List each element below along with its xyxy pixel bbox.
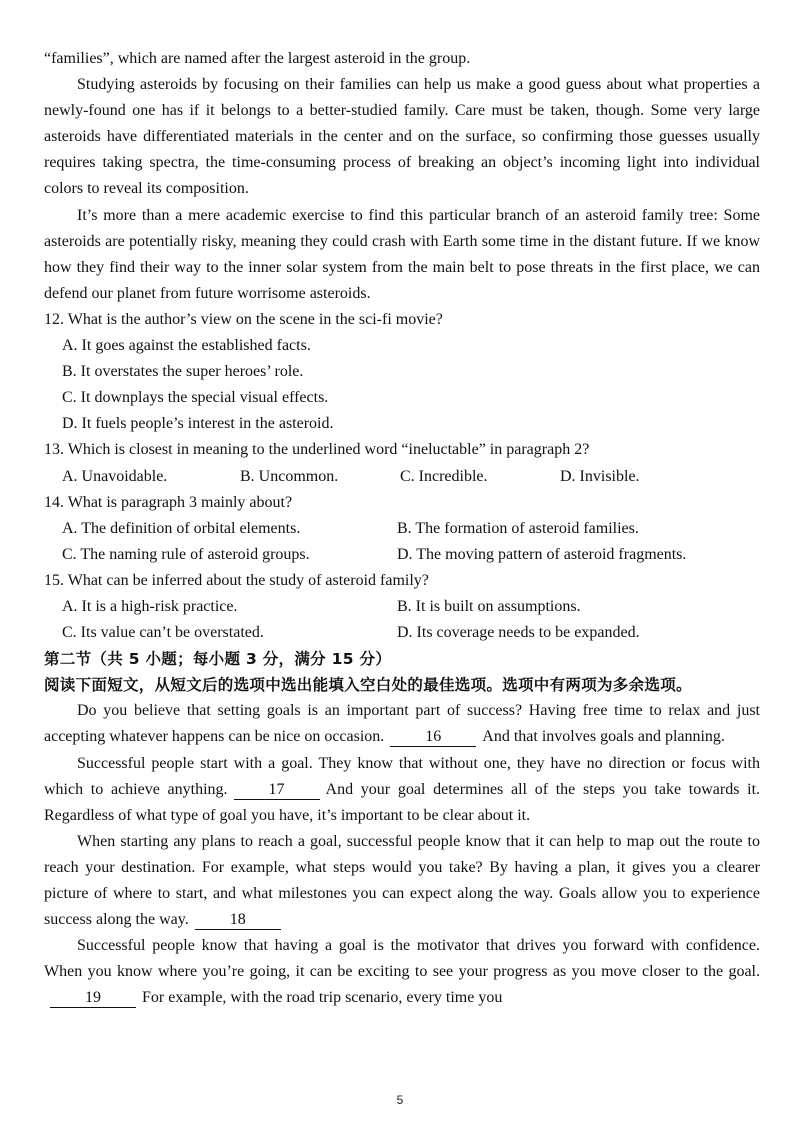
cloze-text: And that involves goals and planning. (482, 728, 725, 746)
blank-17[interactable]: 17 (234, 781, 320, 800)
passage-paragraph: It’s more than a mere academic exercise to find this particular branch of an asteroid family tree: Some asteroids are potentially risky, meaning they could crash with Earth some time in the distant future. If we know how they find their way to the inner solar system from the main belt to pose threats in the first place, we can defend our planet from future worrisome asteroids. (44, 206, 760, 302)
question-14-stem: 14. What is paragraph 3 mainly about? (44, 493, 293, 511)
question-13-options (44, 464, 760, 490)
question-15-option-a[interactable]: A. It is a high-risk practice. (62, 597, 238, 615)
cloze-paragraph-4 (44, 933, 760, 1011)
question-12-option-c[interactable]: C. It downplays the special visual effects. (62, 389, 329, 407)
question-12-option-d[interactable]: D. It fuels people’s interest in the asteroid. (62, 415, 334, 433)
question-15-option-d[interactable]: D. Its coverage needs to be expanded. (397, 624, 640, 642)
question-14-option-b[interactable]: B. The formation of asteroid families. (397, 519, 639, 537)
passage-paragraph: “families”, which are named after the largest asteroid in the group. (44, 50, 471, 67)
question-13-option-b[interactable]: B. Uncommon. (240, 467, 339, 485)
question-12-option-a[interactable]: A. It goes against the established facts. (62, 337, 311, 355)
cloze-text: Successful people start with a goal. They know that without one, they have no direction or focus with which to achieve anything. (44, 754, 760, 798)
page-number: 5 (396, 1093, 404, 1107)
question-14-option-c[interactable]: C. The naming rule of asteroid groups. (62, 545, 310, 563)
cloze-text: Successful people know that having a goal is the motivator that drives you forward with confidence. When you know where you’re going, it can be exciting to see your progress as you move closer to the goal. (44, 937, 760, 981)
section-heading: 第二节（共 5 小题；每小题 3 分，满分 15 分） (44, 650, 392, 669)
blank-19[interactable]: 19 (50, 989, 136, 1008)
cloze-text: For example, with the road trip scenario, every time you (142, 989, 503, 1007)
cloze-text: When starting any plans to reach a goal, successful people know that it can help to map out the route to reach your destination. For example, what steps would you take? By having a plan, it gives you a clearer picture of where to start, and what milestones you can expect along the way. Goals allow you to experience success along the way. (44, 832, 760, 929)
question-13-option-c[interactable]: C. Incredible. (400, 467, 488, 485)
question-13-option-d[interactable]: D. Invisible. (560, 467, 640, 485)
blank-16[interactable]: 16 (390, 728, 476, 747)
cloze-paragraph-3 (44, 829, 760, 933)
question-14-option-d[interactable]: D. The moving pattern of asteroid fragments. (397, 545, 687, 563)
question-15-option-c[interactable]: C. Its value can’t be overstated. (62, 624, 264, 642)
question-13-stem: 13. Which is closest in meaning to the underlined word “ineluctable” in paragraph 2? (44, 441, 590, 459)
question-14-options (44, 516, 760, 568)
cloze-text: And your goal determines all of the steps you take towards it. Regardless of what type of goal you have, it’s important to be clear about it. (44, 780, 761, 824)
cloze-paragraph-1 (44, 698, 760, 750)
question-14-option-a[interactable]: A. The definition of orbital elements. (62, 519, 301, 537)
question-15-options (44, 594, 760, 646)
question-15-option-b[interactable]: B. It is built on assumptions. (397, 597, 581, 615)
section-instruction: 阅读下面短文，从短文后的选项中选出能填入空白处的最佳选项。选项中有两项为多余选项。 (44, 676, 692, 695)
cloze-text: Do you believe that setting goals is an important part of success? Having free time to relax and just accepting whatever happens can be nice on occasion. (44, 702, 760, 746)
passage-paragraph: Studying asteroids by focusing on their families can help us make a good guess about what properties a newly-found one has if it belongs to a better-studied family. Care must be taken, though. Some very large asteroids have differentiated materials in the center and on the surface, so confirming those guesses usually requires taking spectra, the time-consuming process of breaking an object’s incoming light into individual colors to reveal its composition. (44, 76, 760, 198)
exam-page (44, 46, 760, 1011)
question-12-stem: 12. What is the author’s view on the scene in the sci-fi movie? (44, 310, 443, 328)
question-12-option-b[interactable]: B. It overstates the super heroes’ role. (62, 363, 304, 381)
blank-18[interactable]: 18 (195, 911, 281, 930)
cloze-paragraph-2 (44, 751, 760, 829)
question-13-option-a[interactable]: A. Unavoidable. (62, 467, 168, 485)
question-15-stem: 15. What can be inferred about the study of asteroid family? (44, 571, 429, 589)
